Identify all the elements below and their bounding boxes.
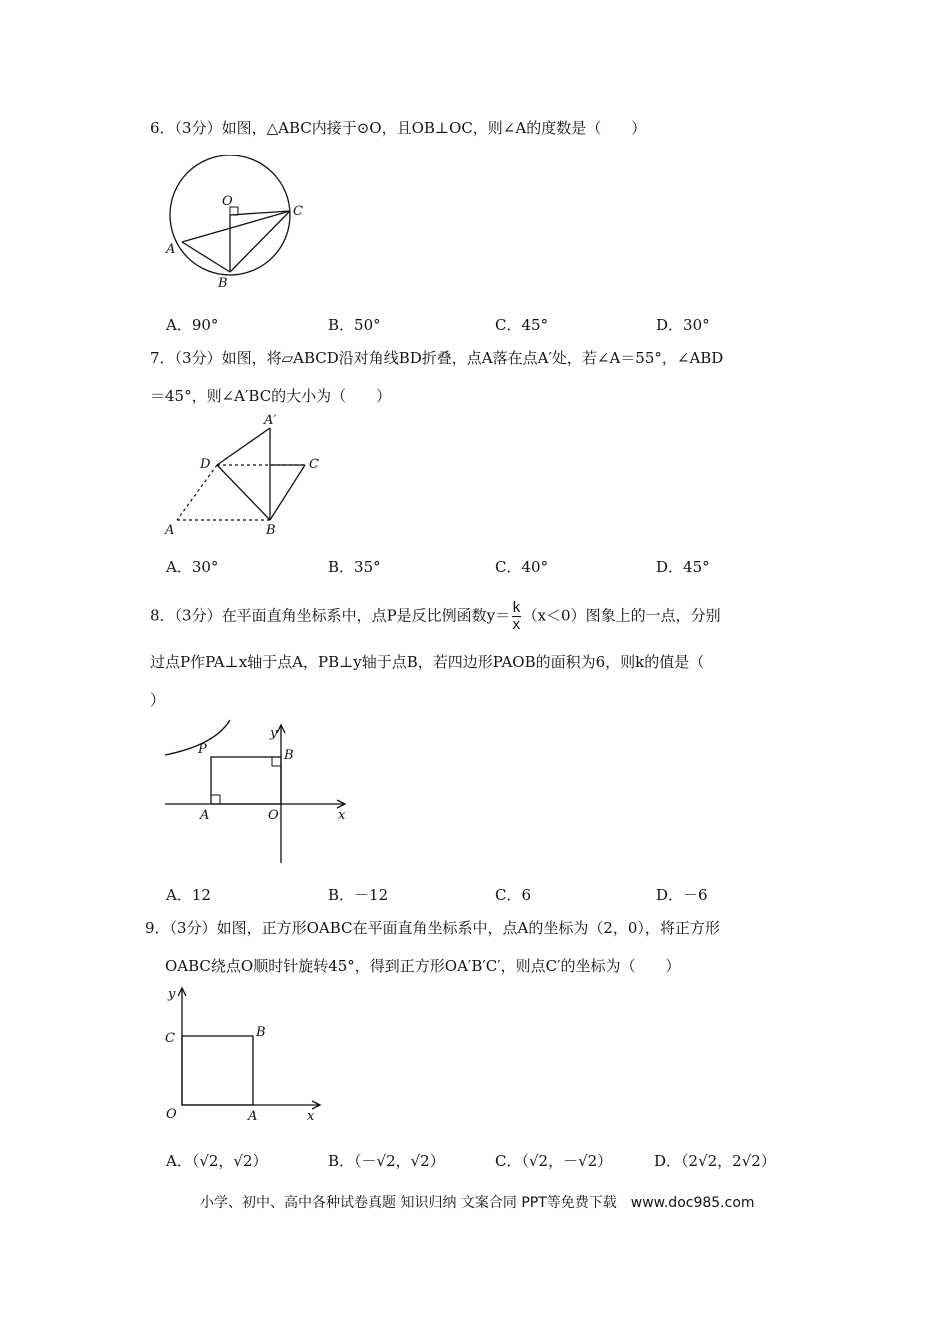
label-x: x (307, 1109, 315, 1122)
question-7-figure (160, 410, 340, 540)
q7-option-b[interactable]: B．35° (328, 558, 381, 576)
question-9-stem-line-1: 9．（3分）如图，正方形OABC在平面直角坐标系中，点A的坐标为（2，0），将正方形 (145, 919, 720, 937)
q6-option-c[interactable]: C．45° (495, 316, 549, 334)
q7-option-a[interactable]: A．30° (166, 558, 219, 576)
label-P: P (198, 742, 207, 757)
q7-option-c[interactable]: C．40° (495, 558, 549, 576)
question-8-figure (160, 715, 360, 865)
label-A: A (165, 523, 175, 538)
question-8-stem-line-2: 过点P作PA⊥x轴于点A，PB⊥y轴于点B，若四边形PAOB的面积为6，则k的值是（ (150, 653, 705, 671)
label-C: C (309, 457, 319, 472)
label-O: O (222, 194, 233, 209)
label-C: C (293, 204, 303, 219)
question-8-stem-suffix: （x＜0）图象上的一点，分别 (522, 606, 721, 625)
label-B: B (284, 748, 294, 763)
q8-option-b[interactable]: B．－12 (328, 886, 389, 904)
label-B: B (218, 276, 228, 291)
q6-option-b[interactable]: B．50° (328, 316, 381, 334)
q7-option-d[interactable]: D．45° (656, 558, 710, 576)
label-O: O (166, 1107, 177, 1122)
label-B: B (256, 1025, 266, 1040)
question-9-stem-line-2: OABC绕点O顺时针旋转45°，得到正方形OA′B′C′，则点C′的坐标为（ ） (165, 957, 681, 975)
question-9-figure (160, 982, 330, 1122)
label-A: A (166, 242, 176, 257)
q6-option-d[interactable]: D．30° (656, 316, 710, 334)
label-A-prime: A′ (264, 413, 277, 428)
q6-option-a[interactable]: A．90° (166, 316, 219, 334)
question-8-stem-line-1 (150, 600, 721, 633)
question-7-stem-line-2: ＝45°，则∠A′BC的大小为（ ） (150, 387, 392, 405)
question-8-stem-line-3: ） (150, 691, 166, 709)
q9-option-c[interactable]: C．（√2，－√2） (495, 1152, 613, 1170)
question-8-stem-prefix: 8．（3分）在平面直角坐标系中，点P是反比例函数y＝ (150, 606, 511, 625)
fraction-denominator: x (512, 617, 521, 633)
label-A: A (200, 808, 210, 823)
page-footer: 小学、初中、高中各种试卷真题 知识归纳 文案合同 PPT等免费下载 www.doc985.com (200, 1195, 755, 1211)
label-A: A (248, 1109, 258, 1122)
label-y: y (270, 726, 278, 741)
q8-option-c[interactable]: C．6 (495, 886, 532, 904)
q9-option-d[interactable]: D．（2√2，2√2） (654, 1152, 776, 1170)
fraction-numerator: k (512, 600, 521, 616)
q8-option-a[interactable]: A．12 (166, 886, 211, 904)
question-6-figure (160, 155, 320, 295)
label-y: y (168, 987, 176, 1002)
question-6-stem: 6．（3分）如图，△ABC内接于⊙O，且OB⊥OC，则∠A的度数是（ ） (150, 119, 647, 137)
question-7-stem-line-1: 7．（3分）如图，将▱ABCD沿对角线BD折叠，点A落在点A′处，若∠A＝55°，∠ABD (150, 349, 724, 367)
label-B: B (266, 523, 276, 538)
label-C: C (165, 1031, 175, 1046)
label-D: D (200, 457, 211, 472)
q9-option-a[interactable]: A．（√2，√2） (166, 1152, 268, 1170)
label-x: x (338, 808, 346, 823)
q9-option-b[interactable]: B．（－√2，√2） (328, 1152, 445, 1170)
label-O: O (268, 808, 279, 823)
q8-option-d[interactable]: D．－6 (656, 886, 708, 904)
fraction-k-over-x (512, 600, 520, 633)
